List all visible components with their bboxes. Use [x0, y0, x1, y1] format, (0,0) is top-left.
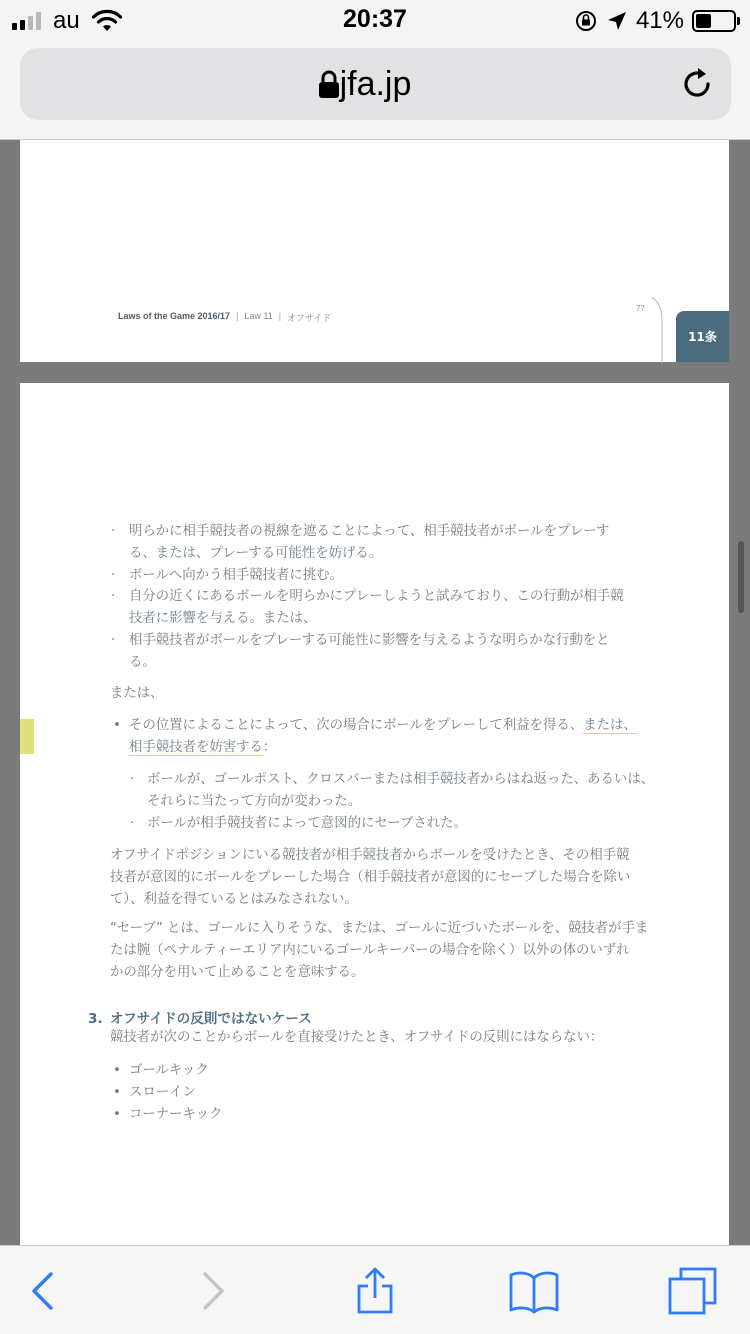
list-item: · ボールが、ゴールポスト、クロスバーまたは相手競技者からはね返った、あるいは、: [130, 772, 655, 787]
status-bar: [0, 0, 750, 40]
list-item-continuation: る、または、プレーする可能性を妨げる。: [129, 545, 383, 561]
or-text: または、: [110, 686, 164, 701]
url-text: jfa.jp: [339, 65, 412, 103]
orientation-lock-icon: [574, 9, 598, 33]
paragraph-1: オフサイドポジションにいる競技者が相手競技者からボールを受けたとき、その相手競 技者が意図的にボールをプレーした場合（相手競技者が意図的にセーブした場合を除い て）、利益を得ているとはみなされない。: [110, 848, 631, 907]
sub-bullet-list-2: [130, 769, 677, 834]
location-arrow-icon: [606, 10, 628, 32]
battery-icon: [692, 10, 736, 32]
scrollbar[interactable]: [738, 541, 744, 613]
section-number: 3.: [88, 1011, 103, 1027]
section-heading: [88, 1007, 312, 1027]
page-number: 77: [636, 304, 645, 313]
page-edge-curve: [650, 297, 664, 363]
main-bullet: • その位置によることによって、次の場合にボールをプレーして利益を得る、または、 相手競技者を妨害する：: [113, 718, 637, 755]
status-right: [574, 7, 736, 35]
section-list: [113, 1060, 429, 1125]
highlighted-text: または、: [583, 718, 637, 733]
highlight-marker: [20, 719, 34, 754]
address-bar[interactable]: [20, 48, 731, 120]
list-item: • コーナーキック: [113, 1106, 223, 1122]
chapter-tab: 11条: [676, 311, 729, 362]
sub-bullet-list-1: [111, 521, 669, 674]
list-item: • ゴールキック: [113, 1063, 209, 1078]
carrier-name: au: [53, 7, 80, 34]
pdf-page-previous: [20, 140, 729, 362]
reload-icon[interactable]: [679, 66, 715, 102]
list-item-continuation: 技者に影響を与える。または、: [129, 611, 317, 627]
list-item: · 明らかに相手競技者の視線を遮ることによって、相手競技者がボールをプレーす: [111, 524, 610, 539]
tabs-icon[interactable]: [668, 1266, 718, 1316]
battery-percent: 41%: [635, 7, 684, 34]
forward-icon[interactable]: [186, 1266, 236, 1316]
list-item: • スローイン: [113, 1084, 196, 1100]
footer-law: Law 11: [244, 311, 273, 321]
clock: 20:37: [343, 5, 407, 33]
list-item: · ボールへ向かう相手競技者に挑む。: [111, 567, 343, 583]
page-footer: Laws of the Game 2016/17 | Law 11 | オフサイド: [118, 311, 332, 323]
browser-toolbar: [0, 1245, 750, 1334]
browser-chrome: [0, 40, 750, 140]
pdf-page-current: [20, 383, 729, 1253]
paragraph-2: “セーブ” とは、ゴールに入りそうな、または、ゴールに近づいたボールを、競技者が手ま たは腕（ペナルティーエリア内にいるゴールキーパーの場合を除く）以外の体のいずれ かの部分を用いて止めることを意味する。: [110, 921, 649, 980]
highlighted-text: 相手競技者を妨害する: [129, 739, 263, 755]
list-item: · 相手競技者がボールをプレーする可能性に影響を与えるような明らかな行動をと: [111, 632, 610, 648]
bookmarks-icon[interactable]: [509, 1266, 559, 1316]
list-item-continuation: それらに当たって方向が変わった。: [147, 793, 362, 809]
list-item: · 自分の近くにあるボールを明らかにプレーしようと試みており、この行動が相手競: [111, 589, 624, 605]
section-title: オフサイドの反則ではないケース: [110, 1011, 312, 1027]
footer-title: Laws of the Game 2016/17: [118, 311, 231, 321]
section-intro: 競技者が次のことからボールを直接受けたとき、オフサイドの反則にはならない：: [110, 1030, 604, 1045]
back-icon[interactable]: [20, 1266, 70, 1316]
share-icon[interactable]: [350, 1266, 400, 1316]
footer-section: オフサイド: [287, 313, 332, 323]
list-item: · ボールが相手競技者によって意図的にセーブされた。: [130, 815, 467, 831]
battery-level: [696, 14, 711, 28]
list-item-continuation: る。: [129, 654, 156, 670]
